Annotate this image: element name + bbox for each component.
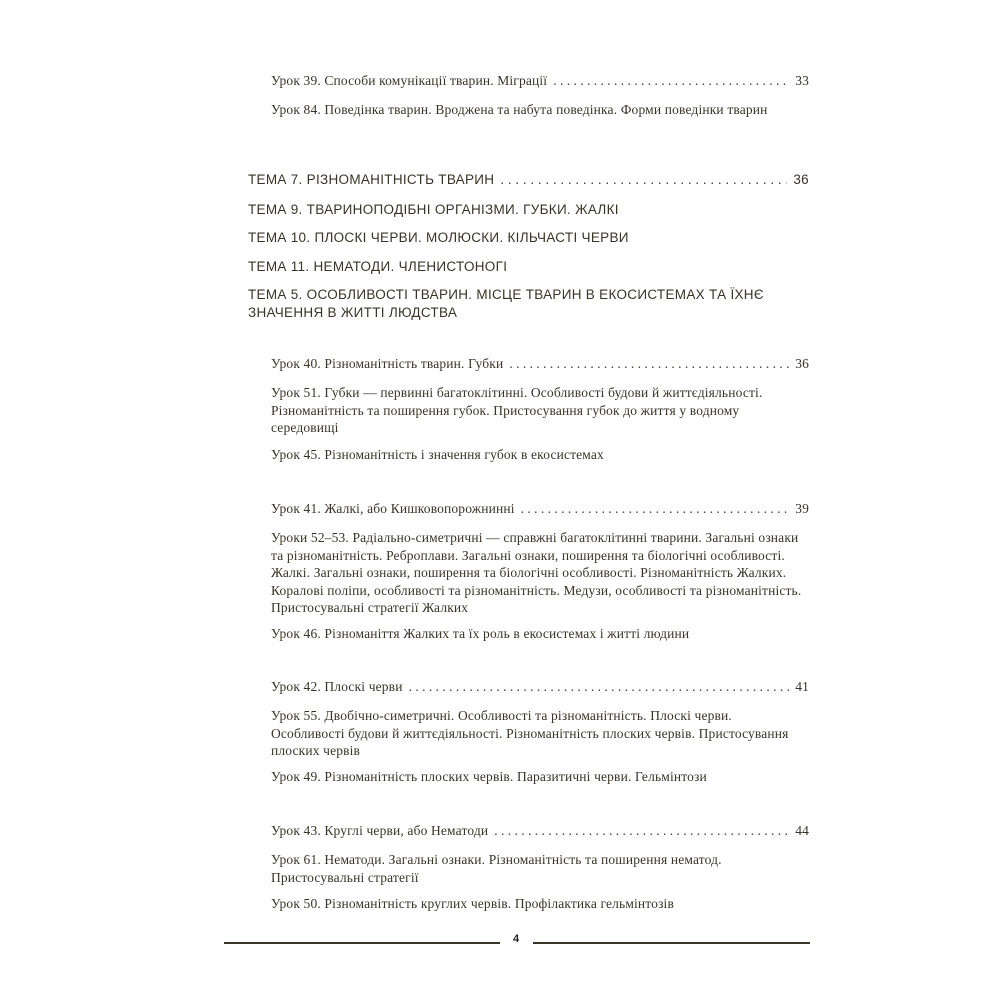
toc-entry-topic-9 <box>248 201 809 219</box>
toc-entry-lesson-43 <box>271 822 809 840</box>
entry-title: Урок 42. Плоскі черви <box>271 679 403 694</box>
toc-entry-lesson-42 <box>271 678 809 696</box>
toc-entry-lessons-52-53 <box>271 529 809 617</box>
entry-page-number: 36 <box>795 356 809 371</box>
entry-page-number: 41 <box>795 679 809 694</box>
dot-leader <box>409 678 790 696</box>
entry-title: Урок 40. Різноманітність тварин. Губки <box>271 356 504 371</box>
entry-title: Урок 43. Круглі черви, або Нематоди <box>271 823 489 838</box>
entry-title: Урок 51. Губки — первинні багатоклітинні. Особливості будови й життєдіяльності. Різноманітність та поширення губок. Пристосування губок до життя у водному середовищі <box>271 385 763 435</box>
toc-entry-lesson-45 <box>271 446 809 464</box>
entry-title: Урок 50. Різноманітність круглих червів. Профілактика гельмінтозів <box>271 896 674 911</box>
entry-title: Урок 61. Нематоди. Загальні ознаки. Різноманітність та поширення нематод. Пристосувальні стратегії <box>271 852 722 885</box>
entry-page-number: 33 <box>795 73 809 88</box>
dot-leader <box>509 355 789 373</box>
entry-title: ТЕМА 5. ОСОБЛИВОСТІ ТВАРИН. МІСЦЕ ТВАРИН В ЕКОСИСТЕМАХ ТА ЇХНЄ ЗНАЧЕННЯ В ЖИТТІ ЛЮДСТВА <box>248 287 764 320</box>
toc-entry-lesson-84 <box>271 101 791 119</box>
entry-title: Урок 41. Жалкі, або Кишковопорожнинні <box>271 501 515 516</box>
toc-entry-lesson-49 <box>271 768 809 786</box>
entry-title: Урок 45. Різноманітність і значення губок в екосистемах <box>271 447 604 462</box>
page-number: 4 <box>512 933 520 945</box>
entry-title: Урок 55. Двобічно-симетричні. Особливості та різноманітність. Плоскі черви. Особливості будови й життєдіяльності. Різноманітність плоских червів. Пристосування плоских червів <box>271 708 789 758</box>
dot-leader <box>553 72 789 90</box>
entry-title: ТЕМА 10. ПЛОСКІ ЧЕРВИ. МОЛЮСКИ. КІЛЬЧАСТІ ЧЕРВИ <box>248 230 629 245</box>
entry-page-number: 44 <box>795 823 809 838</box>
toc-entry-topic-5 <box>248 286 809 321</box>
toc-entry-lesson-51 <box>271 384 809 437</box>
entry-title: Урок 39. Способи комунікації тварин. Міграції <box>271 73 548 88</box>
dot-leader <box>494 822 789 840</box>
footer-rule-right <box>533 942 810 944</box>
toc-entry-lesson-61 <box>271 851 809 886</box>
entry-page-number: 39 <box>795 501 809 516</box>
toc-entry-topic-7 <box>248 171 809 189</box>
toc-entry-lesson-39 <box>271 72 809 90</box>
footer-rule-left <box>224 942 500 944</box>
dot-leader <box>500 171 787 189</box>
toc-entry-lesson-41 <box>271 500 809 518</box>
toc-entry-lesson-40 <box>271 355 809 373</box>
toc-entry-topic-10 <box>248 229 809 247</box>
toc-entry-lesson-55 <box>271 707 809 760</box>
entry-title: Уроки 52–53. Радіально-симетричні — справжні багатоклітинні тварини. Загальні ознаки та різноманітність. Реброплави. Загальні ознаки, поширення та біологічні особливості. Жалкі. Загальні ознаки, поширення та біологічні особливості. Різноманітність Жалких. Коралові поліпи, особливості та різноманітність. Медузи, особливості та різноманітність. Пристосувальні стратегії Жалких <box>271 530 802 615</box>
entry-title: ТЕМА 11. НЕМАТОДИ. ЧЛЕНИСТОНОГІ <box>248 259 508 274</box>
toc-entry-topic-11 <box>248 258 809 276</box>
toc-entry-lesson-50 <box>271 895 809 913</box>
entry-title: Урок 49. Різноманітність плоских червів. Паразитичні черви. Гельмінтози <box>271 769 707 784</box>
entry-title: Урок 84. Поведінка тварин. Вроджена та набута поведінка. Форми поведінки тварин <box>271 102 768 117</box>
entry-page-number: 36 <box>793 172 809 187</box>
toc-entry-lesson-46 <box>271 625 809 643</box>
entry-title: ТЕМА 7. РІЗНОМАНІТНІСТЬ ТВАРИН <box>248 172 495 187</box>
entry-title: Урок 46. Різноманіття Жалких та їх роль в екосистемах і житті людини <box>271 626 690 641</box>
entry-title: ТЕМА 9. ТВАРИНОПОДІБНІ ОРГАНІЗМИ. ГУБКИ. ЖАЛКІ <box>248 202 619 217</box>
dot-leader <box>521 500 790 518</box>
